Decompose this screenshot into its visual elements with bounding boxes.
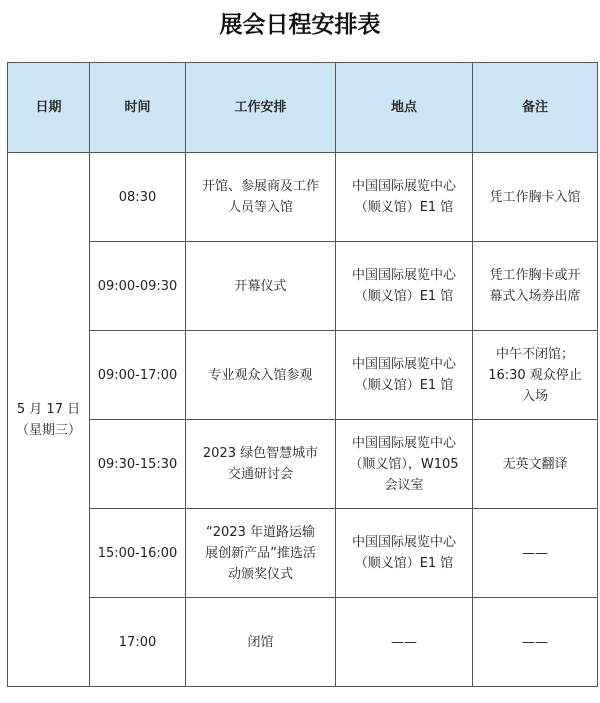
note-cell xyxy=(473,509,598,598)
note-cell-line: —— xyxy=(522,634,548,650)
place-cell xyxy=(336,331,473,420)
date-cell xyxy=(8,153,90,687)
header-time: 时间 xyxy=(90,63,186,153)
task-cell xyxy=(186,153,336,242)
place-cell-line: —— xyxy=(391,634,417,650)
time-cell: 09:30-15:30 xyxy=(90,420,186,509)
note-cell-line: 16:30 观众停止 xyxy=(488,367,582,383)
place-cell-line: 中国国际展览中心 xyxy=(351,435,456,451)
task-cell xyxy=(186,420,336,509)
place-cell xyxy=(336,598,473,687)
note-cell-line: —— xyxy=(522,545,548,561)
note-cell xyxy=(473,420,598,509)
time-cell: 08:30 xyxy=(90,153,186,242)
note-cell-line: 入场 xyxy=(521,388,548,404)
date-cell-line: 5 月 17 日 xyxy=(16,401,81,417)
note-cell xyxy=(473,598,598,687)
page-title: 展会日程安排表 xyxy=(219,12,381,38)
date-cell-line: （星期三） xyxy=(15,422,81,438)
note-cell xyxy=(473,331,598,420)
note-cell xyxy=(473,242,598,331)
place-cell xyxy=(336,242,473,331)
place-cell-line: （顺义馆）E1 馆 xyxy=(354,289,454,304)
note-cell-line: 中午不闭馆； xyxy=(495,346,574,362)
header-task: 工作安排 xyxy=(186,63,336,153)
table-row xyxy=(8,242,598,331)
time-cell: 17:00 xyxy=(90,598,186,687)
task-cell-line: 动颁奖仪式 xyxy=(227,566,293,582)
note-cell-line: 幕式入场券出席 xyxy=(489,289,581,304)
place-cell-line: （顺义馆）E1 馆 xyxy=(354,378,454,393)
schedule-table xyxy=(7,62,598,687)
place-cell xyxy=(336,153,473,242)
header-note: 备注 xyxy=(473,63,598,153)
note-cell-line: 凭工作胸卡入馆 xyxy=(489,189,581,205)
task-cell xyxy=(186,598,336,687)
note-cell xyxy=(473,153,598,242)
header-date: 日期 xyxy=(8,63,90,153)
place-cell-line: 会议室 xyxy=(384,477,424,493)
task-cell-line: 闭馆 xyxy=(247,634,274,650)
note-cell-line: 无英文翻译 xyxy=(502,456,568,472)
task-cell-line: 展创新产品”推选活 xyxy=(205,545,316,561)
time-cell: 15:00-16:00 xyxy=(90,509,186,598)
time-cell: 09:00-17:00 xyxy=(90,331,186,420)
table-row xyxy=(8,509,598,598)
task-cell-line: “2023 年道路运输 xyxy=(206,524,315,540)
place-cell-line: （顺义馆），W105 xyxy=(349,456,459,472)
place-cell xyxy=(336,420,473,509)
place-cell-line: 中国国际展览中心 xyxy=(351,179,456,194)
task-cell xyxy=(186,331,336,420)
task-cell-line: 2023 绿色智慧城市 xyxy=(202,446,319,461)
place-cell-line: 中国国际展览中心 xyxy=(351,357,456,372)
task-cell-line: 开馆、参展商及工作 xyxy=(201,179,319,194)
task-cell xyxy=(186,242,336,331)
table-row xyxy=(8,153,598,242)
table-header xyxy=(8,63,598,153)
note-cell-line: 凭工作胸卡或开 xyxy=(489,268,581,283)
place-cell-line: （顺义馆）E1 馆 xyxy=(354,200,454,215)
task-cell-line: 开幕仪式 xyxy=(234,278,287,294)
place-cell xyxy=(336,509,473,598)
table-row xyxy=(8,331,598,420)
place-cell-line: 中国国际展览中心 xyxy=(351,535,456,550)
task-cell-line: 交通研讨会 xyxy=(227,467,293,482)
table-row xyxy=(8,420,598,509)
task-cell xyxy=(186,509,336,598)
place-cell-line: （顺义馆）E1 馆 xyxy=(354,556,454,571)
table-row xyxy=(8,598,598,687)
place-cell-line: 中国国际展览中心 xyxy=(351,268,456,283)
task-cell-line: 人员等入馆 xyxy=(227,200,293,215)
time-cell: 09:00-09:30 xyxy=(90,242,186,331)
task-cell-line: 专业观众入馆参观 xyxy=(208,367,313,383)
header-place: 地点 xyxy=(336,63,473,153)
